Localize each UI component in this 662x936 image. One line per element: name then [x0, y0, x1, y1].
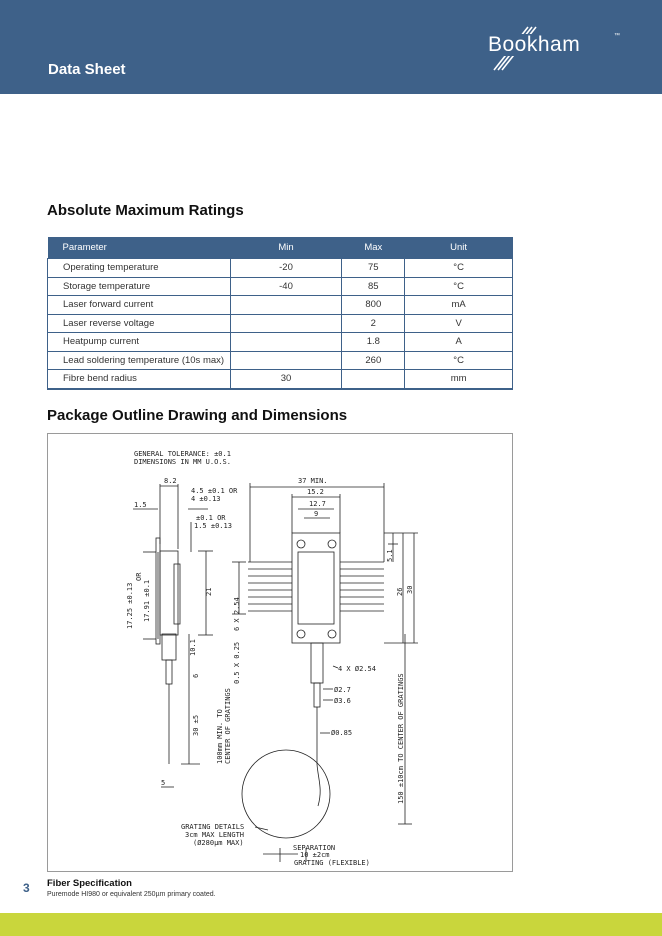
side-view-nose [162, 634, 176, 660]
cell-max: 260 [342, 351, 405, 370]
dim-4xd2-54: 4 X Ø2.54 [338, 665, 376, 673]
dim-9: 9 [314, 510, 319, 518]
table-row [48, 370, 513, 389]
table-row [48, 259, 513, 278]
dim-17-25: 17.25 ±0.13 [126, 582, 134, 629]
dim-d3-6: Ø3.6 [334, 697, 351, 705]
ratings-table [47, 237, 513, 390]
dim-d0-85: Ø0.85 [331, 729, 353, 737]
cell-parameter: Laser reverse voltage [48, 314, 231, 333]
cell-parameter: Lead soldering temperature (10s max) [48, 351, 231, 370]
page-title: Data Sheet [48, 61, 126, 78]
dim-15-2: 15.2 [307, 488, 324, 496]
dim-100mm: 100mm MIN. TO [216, 709, 224, 764]
col-unit: Unit [405, 237, 513, 259]
col-parameter: Parameter [48, 237, 231, 259]
dim-d2-7: Ø2.7 [334, 686, 351, 694]
dim-150cm: 150 ±10cm TO CENTER OF GRATINGS [397, 673, 405, 804]
cell-parameter: Laser forward current [48, 296, 231, 315]
dim-37: 37 MIN. [298, 477, 328, 485]
cell-min: 30 [230, 370, 342, 389]
grating-length: 3cm MAX LENGTH [185, 831, 245, 839]
dim-or: OR [135, 572, 143, 581]
cell-unit: °C [405, 351, 513, 370]
header-band [0, 0, 662, 94]
cell-parameter: Fibre bend radius [48, 370, 231, 389]
separation-label: SEPARATION [293, 844, 336, 852]
dim-6: 6 [192, 673, 200, 678]
table-row [48, 351, 513, 370]
col-max: Max [342, 237, 405, 259]
table-row [48, 333, 513, 352]
dim-6x2-54: 6 X 2.54 [233, 597, 241, 631]
side-view-boot [166, 660, 172, 684]
dim-4: 4 ±0.13 [191, 495, 221, 503]
cell-min: -20 [230, 259, 342, 278]
table-header-row [48, 237, 513, 259]
cell-max: 1.8 [342, 333, 405, 352]
dim-21: 21 [205, 587, 213, 596]
cell-unit: mA [405, 296, 513, 315]
cell-min [230, 314, 342, 333]
dim-10-1: 10.1 [189, 639, 197, 656]
dim-0-5x0-25: 0.5 X 0.25 [233, 641, 241, 684]
top-view-cap [298, 552, 334, 624]
dim-4-5: 4.5 ±0.1 OR [191, 487, 238, 495]
bookham-logo [488, 24, 628, 72]
cell-unit: mm [405, 370, 513, 389]
cell-min [230, 296, 342, 315]
dim-30-5: 30 ±5 [192, 714, 200, 736]
top-view-nose [311, 643, 323, 683]
table-row [48, 277, 513, 296]
tolerance-label: GENERAL TOLERANCE: ±0.1 [134, 450, 231, 458]
ratings-title: Absolute Maximum Ratings [47, 202, 244, 219]
side-view-pins [174, 564, 180, 624]
fiber-spec-text: Puremode HI980 or equivalent 250µm primary coated. [47, 891, 216, 898]
cell-min [230, 351, 342, 370]
page-number: 3 [23, 881, 30, 895]
top-view-body [292, 533, 340, 643]
logo-trademark: ™ [614, 33, 620, 39]
dim-17-91: 17.91 ±0.1 [143, 579, 151, 622]
grating-diameter: (Ø280µm MAX) [193, 839, 244, 847]
table-row [48, 296, 513, 315]
cell-parameter: Storage temperature [48, 277, 231, 296]
cell-max: 75 [342, 259, 405, 278]
col-min: Min [230, 237, 342, 259]
cell-min [230, 333, 342, 352]
dim-center-gratings: CENTER OF GRATINGS [224, 688, 232, 764]
dim-30: 30 [406, 585, 414, 594]
grating-flexible: GRATING (FLEXIBLE) [294, 859, 370, 867]
dim-12-7: 12.7 [309, 500, 326, 508]
logo-text: Bookham [488, 33, 581, 56]
dim-26: 26 [396, 587, 404, 596]
cell-unit: °C [405, 277, 513, 296]
dim-5: 5 [161, 779, 166, 787]
cell-parameter: Operating temperature [48, 259, 231, 278]
cell-max: 2 [342, 314, 405, 333]
cell-unit: A [405, 333, 513, 352]
package-drawing [47, 433, 513, 872]
dim-8-2: 8.2 [164, 477, 177, 485]
cell-unit: V [405, 314, 513, 333]
side-view-body [160, 551, 178, 635]
separation-value: 10 ±2cm [300, 851, 330, 859]
footer-accent-bar [0, 913, 662, 936]
package-title: Package Outline Drawing and Dimensions [47, 407, 348, 424]
dim-1-5: 1.5 [134, 501, 147, 509]
dim-1-5-013: 1.5 ±0.13 [194, 522, 232, 530]
cell-max [342, 370, 405, 389]
package-outline-diagram [48, 434, 514, 873]
cell-min: -40 [230, 277, 342, 296]
dim-01-or: ±0.1 OR [196, 514, 226, 522]
cell-unit: °C [405, 259, 513, 278]
cell-parameter: Heatpump current [48, 333, 231, 352]
cell-max: 800 [342, 296, 405, 315]
dimensions-unit-label: DIMENSIONS IN MM U.O.S. [134, 458, 231, 466]
table-row [48, 314, 513, 333]
dim-5-1: 5.1 [386, 549, 394, 562]
grating-details: GRATING DETAILS [181, 823, 245, 831]
fiber-spec-title: Fiber Specification [47, 878, 132, 889]
cell-max: 85 [342, 277, 405, 296]
